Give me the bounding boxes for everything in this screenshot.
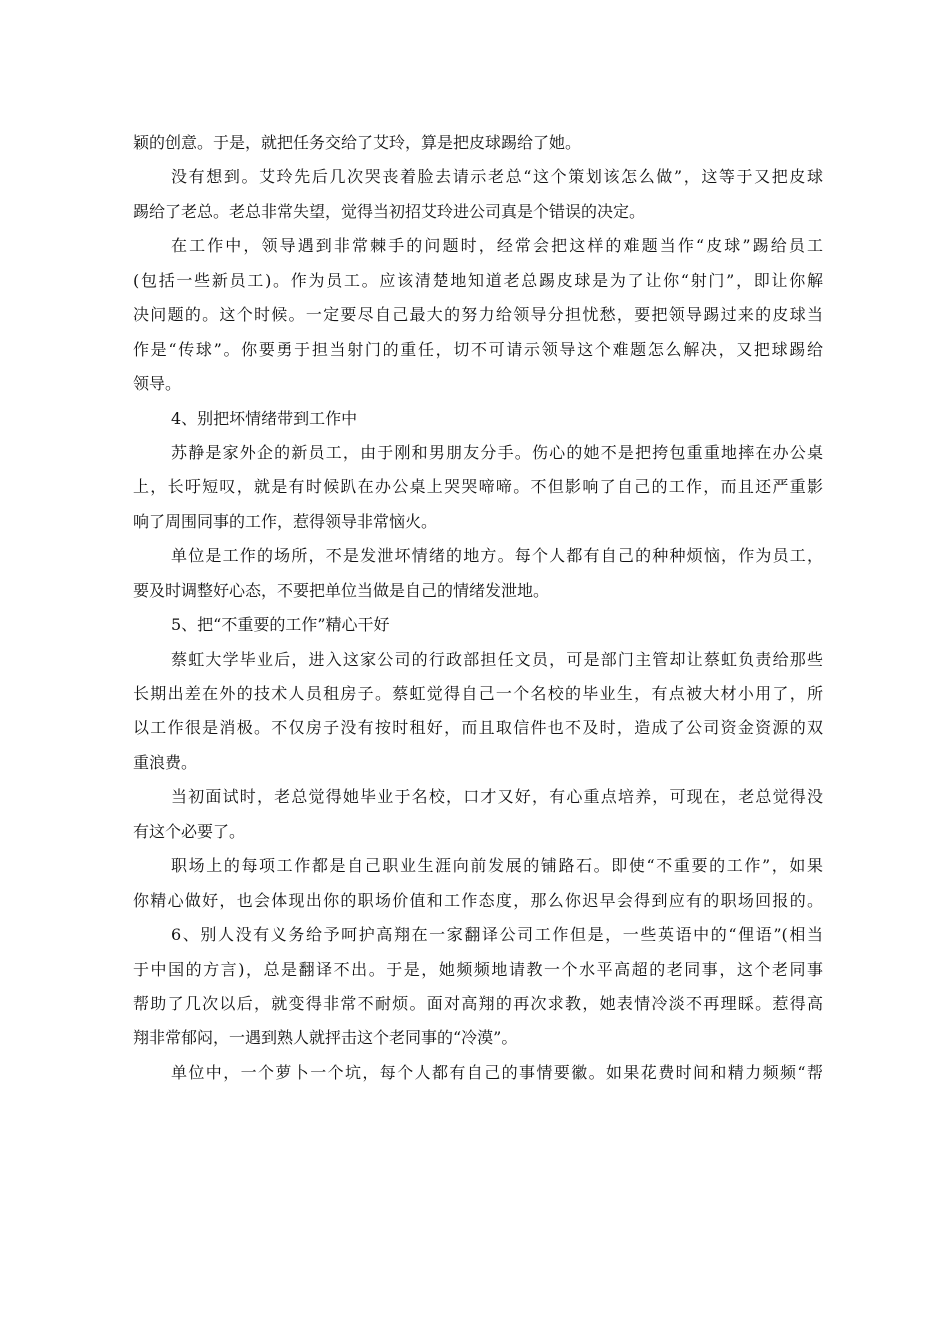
text-line: 单位中，一个萝卜一个坑，每个人都有自己的事情要徽。如果花费时间和精力频频“帮 [171, 1062, 823, 1082]
text-line: 踢给了老总。老总非常失望，觉得当初招艾玲进公司真是个错误的决定。 [133, 201, 646, 221]
text-line: 作是“传球”。你要勇于担当射门的重任，切不可请示领导这个难题怎么解决，又把球踢给 [133, 339, 823, 359]
text-line: 响了周围同事的工作，惹得领导非常恼火。 [133, 511, 438, 531]
text-line: 以工作很是消极。不仅房子没有按时租好，而且取信件也不及时，造成了公司资金资源的双 [133, 718, 823, 738]
text-line: 5、把“不重要的工作”精心干好 [171, 615, 390, 635]
text-line: 帮助了几次以后，就变得非常不耐烦。面对高翔的再次求教，她表情冷淡不再理睬。惹得高 [133, 993, 823, 1013]
text-line: 职场上的每项工作都是自己职业生涯向前发展的铺路石。即使“不重要的工作”，如果 [171, 856, 823, 876]
text-line: 长期出差在外的技术人员租房子。蔡虹觉得自己一个名校的毕业生，有点被大材小用了，所 [133, 684, 823, 703]
text-line: 蔡虹大学毕业后，进入这家公司的行政部担任文员，可是部门主管却让蔡虹负责给那些 [171, 649, 823, 669]
text-line: 6、别人没有义务给予呵护高翔在一家翻译公司工作但是，一些英语中的“俚语”(相当 [171, 925, 823, 945]
text-line: 当初面试时，老总觉得她毕业于名校，口才又好，有心重点培养，可现在，老总觉得没 [171, 787, 823, 807]
text-line: 决问题的。这个时候。一定要尽自己最大的努力给领导分担忧愁，要把领导踢过来的皮球当 [133, 305, 823, 325]
text-line: 要及时调整好心态，不要把单位当做是自己的情绪发泄地。 [133, 580, 550, 600]
text-line: 重浪费。 [133, 752, 198, 772]
text-line: 苏静是家外企的新员工，由于刚和男朋友分手。伤心的她不是把挎包重重地摔在办公桌 [171, 442, 823, 462]
text-line: 上，长吁短叹，就是有时候趴在办公桌上哭哭啼啼。不但影响了自己的工作，而且还严重影 [133, 477, 823, 497]
text-line: 有这个必要了。 [133, 821, 246, 841]
text-line: 你精心做好，也会体现出你的职场价值和工作态度，那么你迟早会得到应有的职场回报的。 [133, 890, 823, 910]
text-line: (包括一些新员工)。作为员工。应该清楚地知道老总踢皮球是为了让你“射门”，即让你解 [133, 270, 823, 290]
text-line: 单位是工作的场所，不是发泄坏情绪的地方。每个人都有自己的种种烦恼，作为员工， [171, 546, 823, 566]
text-line: 在工作中，领导遇到非常棘手的问题时，经常会把这样的难题当作“皮球”踢给员工 [171, 236, 823, 256]
text-line: 于中国的方言)，总是翻译不出。于是，她频频地请教一个水平高超的老同事，这个老同事 [133, 959, 823, 979]
text-line: 没有想到。艾玲先后几次哭丧着脸去请示老总“这个策划该怎么做”，这等于又把皮球 [171, 167, 823, 187]
text-line: 领导。 [133, 374, 182, 394]
text-line: 颖的创意。于是，就把任务交给了艾玲，算是把皮球踢给了她。 [133, 133, 582, 152]
document-body [133, 126, 823, 1090]
text-line: 翔非常郁闷，一遇到熟人就抨击这个老同事的“冷漠”。 [133, 1028, 518, 1048]
text-line: 4、别把坏情绪带到工作中 [171, 408, 358, 428]
